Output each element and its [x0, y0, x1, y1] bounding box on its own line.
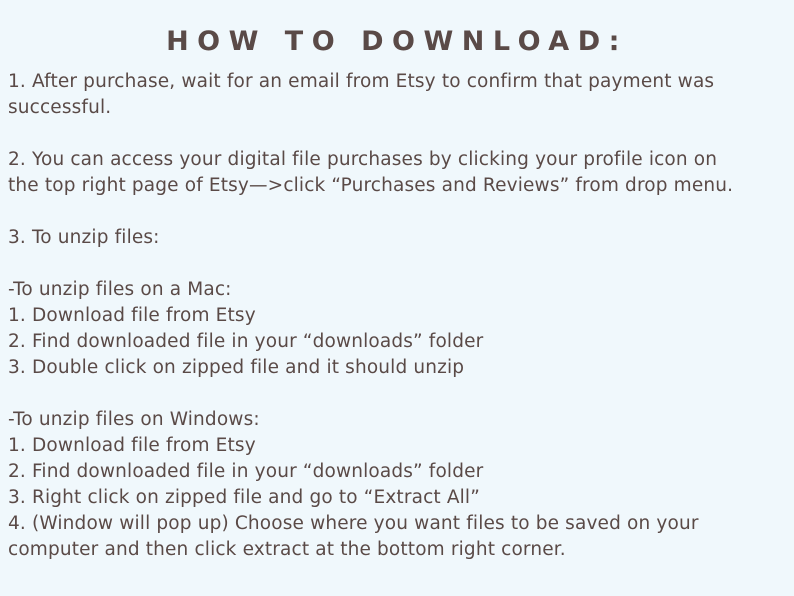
windows-heading: -To unzip files on Windows: [8, 409, 260, 430]
step-3: 3. To unzip files: [8, 227, 160, 248]
windows-item-1: 1. Download file from Etsy [8, 435, 256, 456]
instructions-body [8, 69, 788, 563]
mac-heading: -To unzip files on a Mac: [8, 279, 232, 300]
mac-item-3: 3. Double click on zipped file and it should unzip [8, 357, 465, 378]
spacer [8, 381, 788, 407]
step-2-line-1: 2. You can access your digital file purchases by clicking your profile icon on [8, 149, 718, 170]
windows-item-4-line-2: computer and then click extract at the bottom right corner. [8, 539, 566, 560]
windows-item-2: 2. Find downloaded file in your “downloads” folder [8, 461, 484, 482]
spacer [8, 251, 788, 277]
step-2-line-2: the top right page of Etsy—>click “Purchases and Reviews” from drop menu. [8, 175, 734, 196]
windows-item-4-line-1: 4. (Window will pop up) Choose where you want files to be saved on your [8, 513, 699, 534]
spacer [8, 199, 788, 225]
page-title: HOW TO DOWNLOAD: [166, 26, 628, 57]
step-1-line-2: successful. [8, 97, 112, 118]
mac-item-1: 1. Download file from Etsy [8, 305, 256, 326]
windows-item-3: 3. Right click on zipped file and go to “Extract All” [8, 487, 480, 508]
mac-item-2: 2. Find downloaded file in your “downloads” folder [8, 331, 484, 352]
step-1-line-1: 1. After purchase, wait for an email from Etsy to confirm that payment was [8, 71, 715, 92]
spacer [8, 121, 788, 147]
